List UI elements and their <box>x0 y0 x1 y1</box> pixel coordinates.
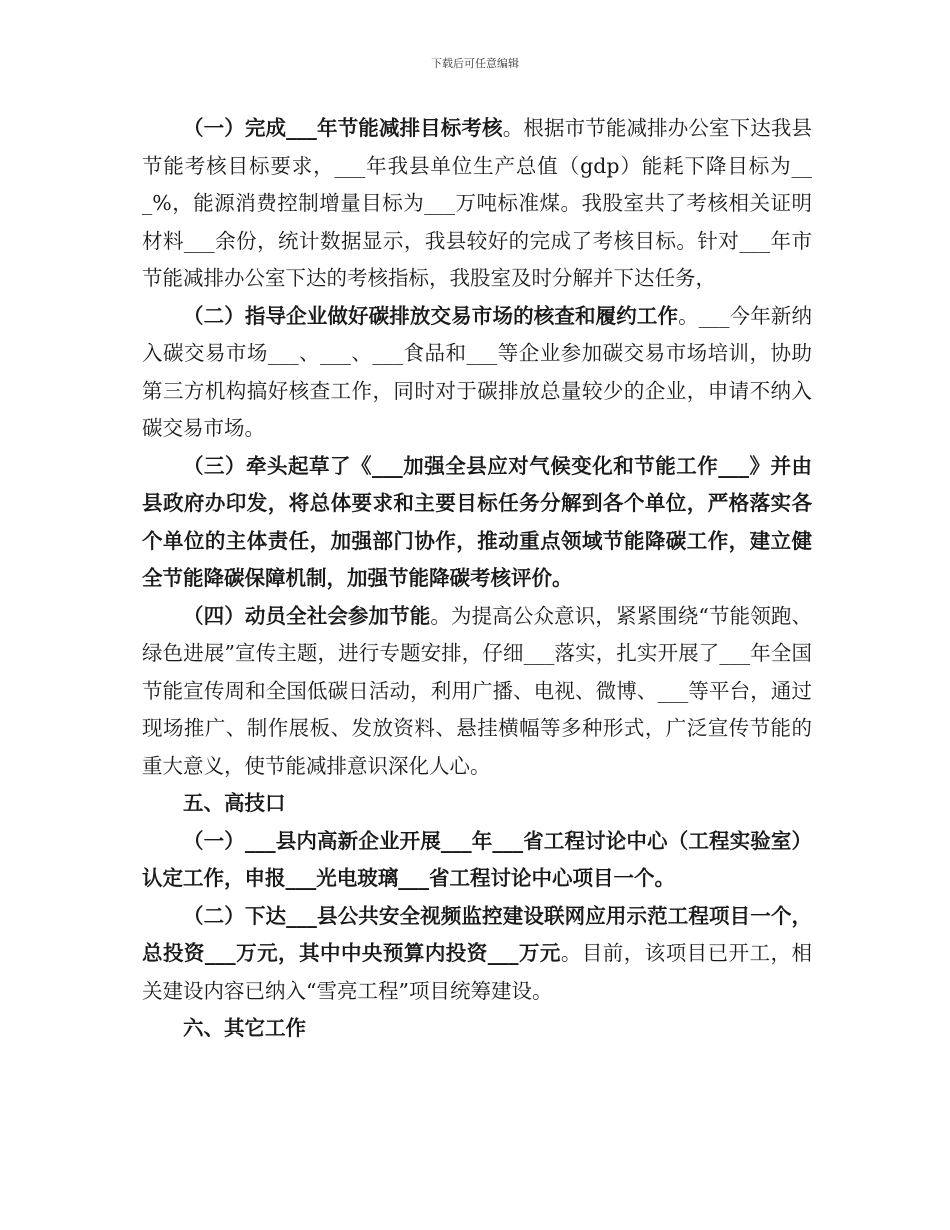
page-header: 下载后可任意编辑 <box>431 57 519 70</box>
section-6-heading: 六、其它工作 <box>183 1016 306 1040</box>
section-5-paragraph-2-body: 。目前，该项目已开工，相关建设内容已纳入“雪亮工程”项目统筹建设。 <box>142 941 813 1003</box>
paragraph-2 <box>142 298 812 448</box>
paragraph-3 <box>142 448 812 598</box>
section-5-paragraph-1: （一）___县内高新企业开展___年___省工程讨论中心（工程实验室）认定工作，申报___光电玻璃___省工程讨论中心项目一个。 <box>142 828 812 890</box>
document-body <box>142 110 812 1048</box>
section-5-heading: 五、高技口 <box>183 791 286 815</box>
paragraph-4-body: 。为提高公众意识，紧紧围绕“节能领跑、绿色进展”宣传主题，进行专题安排，仔细___落实，扎实开展了___年全国节能宣传周和全国低碳日活动，利用广播、电视、微博、___等平台，通过现场推广、制作展板、发放资料、悬挂横幅等多种形式，广泛宣传节能的重大意义，使节能减排意识深化人心。 <box>142 603 812 778</box>
paragraph-1-body: 。根据市节能减排办公室下达我县节能考核目标要求，___年我县单位生产总值（gdp）能耗下降目标为___%，能源消费控制增量目标为___万吨标准煤。我股室共了考核相关证明材料___余份，统计数据显示，我县较好的完成了考核目标。针对___年市节能减排办公室下达的考核指标，我股室及时分解并下达任务， <box>142 116 813 290</box>
paragraph-1-lead: （一）完成___年节能减排目标考核 <box>183 116 503 140</box>
paragraph-4-lead: （四）动员全社会参加节能 <box>183 603 431 628</box>
paragraph-4 <box>142 598 812 786</box>
section-5-paragraph-2-lead: （二）下达___县公共安全视频监控建设联网应用示范工程项目一个，总投资___万元，其中中央预算内投资___万元 <box>142 903 812 965</box>
paragraph-3-lead: （三）牵头起草了《___加强全县应对气候变化和节能工作___》并由县政府办印发，将总体要求和主要目标任务分解到各个单位，严格落实各个单位的主体责任，加强部门协作，推动重点领域节能降碳工作，建立健全节能降碳保障机制，加强节能降碳考核评价。 <box>142 453 812 590</box>
paragraph-2-body: 。___今年新纳入碳交易市场___、___、___食品和___等企业参加碳交易市场培训，协助第三方机构搞好核查工作，同时对于碳排放总量较少的企业，申请不纳入碳交易市场。 <box>142 303 813 440</box>
paragraph-2-lead: （二）指导企业做好碳排放交易市场的核查和履约工作 <box>183 303 679 328</box>
section-5-paragraph-2 <box>142 898 812 1011</box>
paragraph-1 <box>142 110 812 298</box>
